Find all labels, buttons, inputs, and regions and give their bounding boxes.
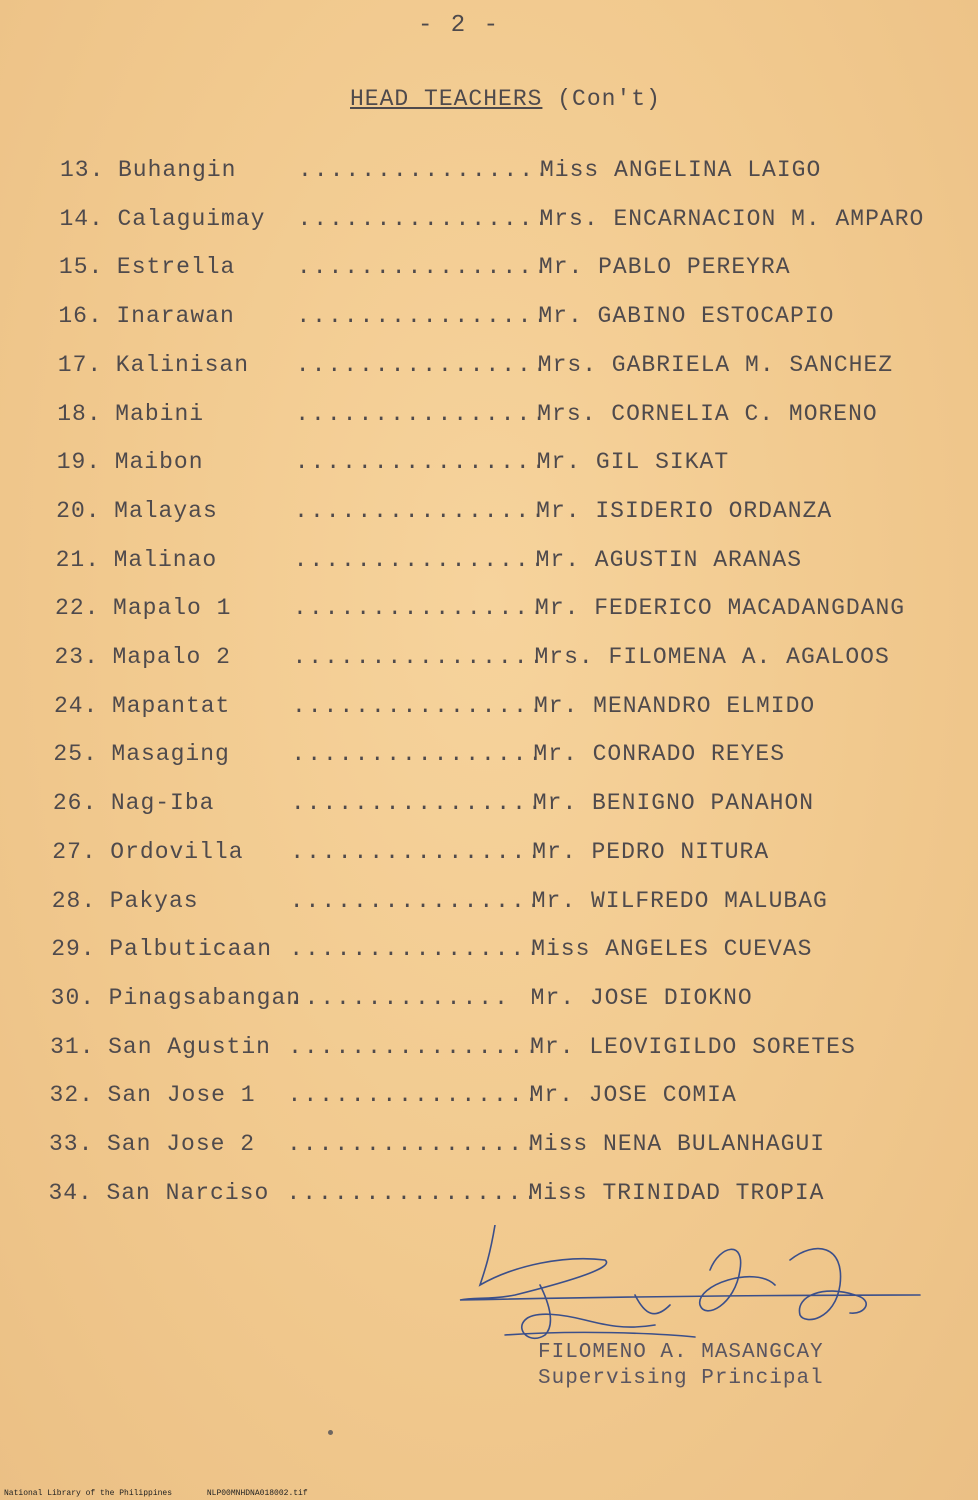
school-name: San Narciso <box>106 1179 270 1206</box>
stray-mark <box>328 1430 333 1435</box>
leader-dots: ................ <box>290 790 544 817</box>
row-number: 17. <box>57 351 103 378</box>
leader-dots: ................ <box>287 1082 541 1109</box>
leader-dots: ................ <box>298 157 551 183</box>
leader-dots: ................ <box>295 351 549 378</box>
row-number: 32. <box>49 1082 94 1109</box>
row-number: 33. <box>49 1131 94 1157</box>
teacher-name: Mr. GABINO ESTOCAPIO <box>538 303 835 330</box>
scan-footer <box>4 1489 338 1498</box>
teacher-name: Mrs. ENCARNACION M. AMPARO <box>539 205 925 232</box>
school-name: Nag-Iba <box>110 790 215 817</box>
row-number: 15. <box>58 254 104 281</box>
school-name: Pinagsabangan <box>108 984 302 1011</box>
leader-dots: .............. <box>288 984 510 1011</box>
teacher-name: Mr. JOSE DIOKNO <box>530 984 753 1011</box>
row-number: 13. <box>60 157 105 183</box>
school-name: Palbuticaan <box>109 936 273 963</box>
teacher-name: Mr. MENANDRO ELMIDO <box>533 692 816 719</box>
signatory-block <box>538 1340 824 1392</box>
teacher-name: Mr. GIL SIKAT <box>536 449 730 476</box>
leader-dots: ................ <box>289 887 543 914</box>
row-number: 27. <box>52 838 97 865</box>
teacher-name: Mr. PEDRO NITURA <box>532 838 770 865</box>
row-number: 21. <box>55 546 101 573</box>
school-name: Mapalo 2 <box>112 644 231 670</box>
row-number: 22. <box>55 595 100 622</box>
leader-dots: ................ <box>296 254 550 281</box>
row-number: 20. <box>56 497 101 524</box>
teacher-name: Miss TRINIDAD TROPIA <box>528 1179 825 1206</box>
school-name: Calaguimay <box>117 205 266 232</box>
row-number: 24. <box>53 692 99 719</box>
row-number: 30. <box>50 984 96 1011</box>
school-name: Inarawan <box>116 303 235 330</box>
page-number: - 2 - <box>417 12 500 39</box>
leader-dots: ................ <box>287 1131 540 1157</box>
row-number: 31. <box>50 1033 95 1060</box>
leader-dots: ................ <box>297 205 551 232</box>
teacher-name: Mrs. FILOMENA A. AGALOOS <box>534 644 890 670</box>
footer-library: National Library of the Philippines <box>4 1489 173 1498</box>
teacher-name: Mrs. CORNELIA C. MORENO <box>537 400 878 427</box>
leader-dots: ................ <box>292 644 546 670</box>
row-number: 14. <box>59 205 104 232</box>
teacher-name: Mr. AGUSTIN ARANAS <box>535 546 803 573</box>
teacher-name: Mrs. GABRIELA M. SANCHEZ <box>537 351 894 378</box>
school-name: Estrella <box>116 254 236 281</box>
leader-dots: ................ <box>288 1033 541 1060</box>
heading-suffix: (Con't) <box>557 86 661 112</box>
teacher-name: Mr. PABLO PEREYRA <box>538 254 791 281</box>
row-number: 16. <box>58 303 103 330</box>
row-number: 34. <box>48 1179 93 1206</box>
leader-dots: ................ <box>289 936 543 963</box>
row-number: 23. <box>54 644 99 670</box>
school-name: San Jose 2 <box>107 1131 256 1157</box>
row-number: 25. <box>53 741 98 768</box>
teacher-name: Miss ANGELINA LAIGO <box>540 157 822 183</box>
page-heading <box>350 86 661 112</box>
leader-dots: ................ <box>293 546 547 573</box>
leader-dots: ................ <box>295 400 549 427</box>
school-name: Mapantat <box>111 692 231 719</box>
teacher-name: Mr. LEOVIGILDO SORETES <box>530 1033 856 1060</box>
leader-dots: ................ <box>291 692 545 719</box>
school-name: Kalinisan <box>115 351 250 378</box>
leader-dots: ................ <box>296 303 550 330</box>
heading-title: HEAD TEACHERS <box>350 86 543 112</box>
row-number: 28. <box>51 887 97 914</box>
leader-dots: ................ <box>286 1179 540 1206</box>
teacher-name: Miss NENA BULANHAGUI <box>529 1131 826 1157</box>
school-name: Pakyas <box>109 887 199 914</box>
teacher-name: Mr. BENIGNO PANAHON <box>532 790 815 817</box>
teacher-name: Mr. ISIDERIO ORDANZA <box>536 497 833 524</box>
school-name: Mapalo 1 <box>113 595 232 622</box>
school-name: Ordovilla <box>110 838 244 865</box>
teacher-name: Mr. WILFREDO MALUBAG <box>531 887 828 914</box>
row-number: 26. <box>52 790 98 817</box>
leader-dots: ................ <box>293 595 546 622</box>
signature-strokes <box>460 1225 920 1338</box>
school-name: Maibon <box>114 449 204 476</box>
leader-dots: ................ <box>291 741 545 768</box>
school-name: San Agustin <box>108 1033 271 1060</box>
teacher-name: Mr. JOSE COMIA <box>529 1082 737 1109</box>
school-name: Mabini <box>115 400 205 427</box>
row-number: 19. <box>56 449 102 476</box>
school-name: Buhangin <box>118 157 237 183</box>
school-name: Malayas <box>114 497 218 524</box>
leader-dots: ................ <box>294 497 547 524</box>
teacher-name: Mr. FEDERICO MACADANGDANG <box>535 595 906 622</box>
school-name: San Jose 1 <box>107 1082 256 1109</box>
footer-file: NLP00MNHDNA018002.tif <box>206 1489 308 1498</box>
school-name: Masaging <box>111 741 230 768</box>
signatory-name: FILOMENO A. MASANGCAY <box>538 1341 824 1364</box>
school-name: Malinao <box>113 546 218 573</box>
signatory-title: Supervising Principal <box>538 1367 824 1390</box>
row-number: 29. <box>51 936 96 963</box>
teacher-name: Miss ANGELES CUEVAS <box>531 936 813 963</box>
leader-dots: ................ <box>290 838 544 865</box>
row-number: 18. <box>57 400 102 427</box>
leader-dots: ................ <box>294 449 548 476</box>
teacher-name: Mr. CONRADO REYES <box>533 741 786 768</box>
